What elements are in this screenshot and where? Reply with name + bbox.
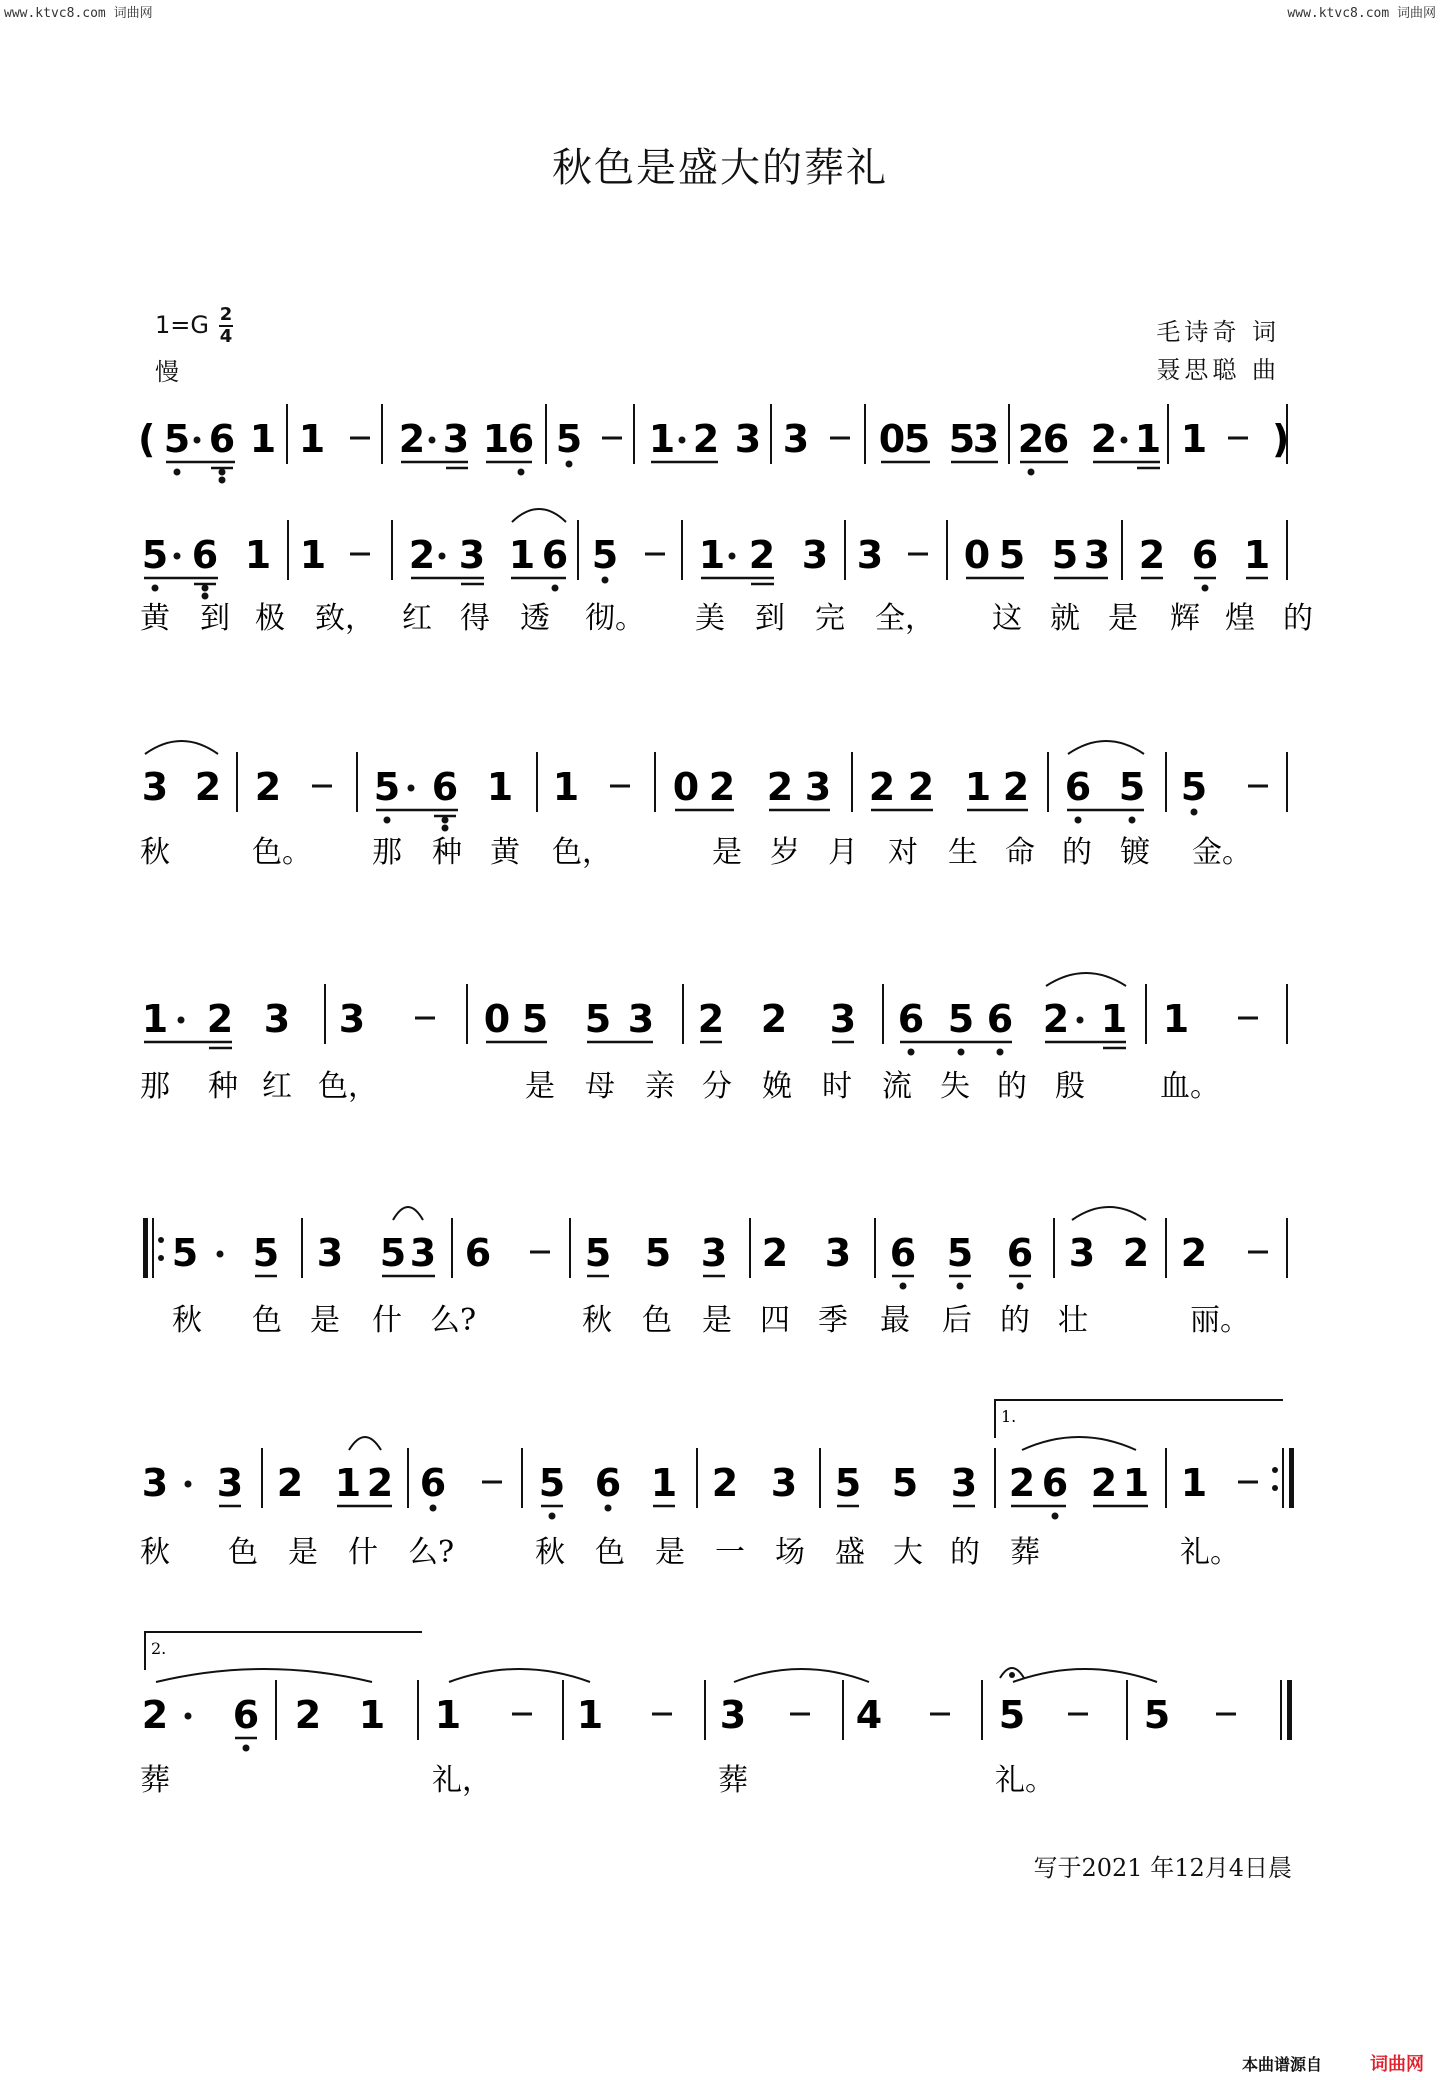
note: 2	[398, 417, 426, 461]
note: 2	[141, 1693, 169, 1737]
note: 3	[316, 1231, 344, 1275]
note: 3	[950, 1461, 978, 1505]
lyric-syllable: 那	[140, 1069, 170, 1104]
lyric-syllable: 丽。	[1190, 1303, 1250, 1338]
lyric-syllable: 种	[432, 835, 462, 870]
repeat-start-thick	[143, 1218, 148, 1278]
slur	[145, 741, 218, 754]
note: 5	[521, 997, 549, 1041]
note: 1	[1134, 417, 1162, 461]
lyric-syllable: 是	[525, 1069, 555, 1104]
low-octave-dot	[1028, 469, 1035, 476]
lyric-syllable: 殷	[1055, 1069, 1085, 1104]
lyric-syllable: 色	[228, 1535, 258, 1570]
lyric-syllable: 时	[822, 1069, 852, 1104]
note: 3	[458, 533, 486, 577]
lyric-syllable: 是	[288, 1535, 318, 1570]
repeat-dot	[158, 1255, 164, 1261]
note: 2	[692, 417, 720, 461]
note: 0	[878, 417, 906, 461]
note: 1	[334, 1461, 362, 1505]
low-octave-dot	[908, 1049, 915, 1056]
note: 5	[834, 1461, 862, 1505]
note: 3	[442, 417, 470, 461]
low-octave-dot	[202, 593, 209, 600]
note: 2	[1122, 1231, 1150, 1275]
lyric-syllable: 秋	[140, 1535, 170, 1570]
slur	[512, 509, 566, 522]
volta-number: 1.	[1001, 1407, 1017, 1426]
lyric-syllable: 就	[1050, 601, 1080, 636]
note: 1	[486, 765, 514, 809]
slur	[734, 1669, 869, 1682]
note: 6	[897, 997, 925, 1041]
lyric-syllable: 礼。	[1180, 1535, 1240, 1570]
note: 2	[711, 1461, 739, 1505]
note: 3	[804, 765, 832, 809]
note: 3	[409, 1231, 437, 1275]
watermark-left: www.ktvc8.com 词曲网	[4, 6, 153, 21]
lyric-syllable: 色，	[552, 835, 612, 870]
repeat-dot	[1272, 1467, 1278, 1473]
note: 6	[191, 533, 219, 577]
low-octave-dot	[549, 1513, 556, 1520]
lyric-syllable: 色，	[318, 1069, 378, 1104]
key-text: 1=G	[155, 311, 209, 339]
note: 5	[584, 1231, 612, 1275]
low-octave-dot	[900, 1283, 907, 1290]
note: 5	[591, 533, 619, 577]
lyric-syllable: 极	[255, 601, 285, 636]
slur	[1046, 973, 1126, 986]
note: 3	[782, 417, 810, 461]
note: 3	[972, 417, 1000, 461]
note: 2	[366, 1461, 394, 1505]
final-barline-thick	[1287, 1680, 1292, 1740]
note: 3	[216, 1461, 244, 1505]
lyric-syllable: 红	[402, 601, 432, 636]
lyric-syllable: 色	[642, 1303, 672, 1338]
lyric-syllable: 秋	[535, 1535, 565, 1570]
lyric-syllable: 对	[888, 835, 918, 870]
note: 6	[208, 417, 236, 461]
note: 5	[555, 417, 583, 461]
time-top: 2	[219, 304, 233, 325]
dot	[1121, 437, 1128, 444]
note: 3	[338, 997, 366, 1041]
note: 1	[1162, 997, 1190, 1041]
note: 5	[946, 1231, 974, 1275]
lyric-syllable: 致，	[315, 601, 375, 636]
composer-credit: 聂思聪 曲	[1156, 356, 1280, 384]
note: 6	[1064, 765, 1092, 809]
lyric-syllable: 岁	[770, 835, 800, 870]
note: 1	[552, 765, 580, 809]
note: 1	[964, 765, 992, 809]
note: 5	[644, 1231, 672, 1275]
slur	[1022, 1437, 1136, 1450]
lyric-syllable: 后	[942, 1303, 972, 1338]
slur	[1068, 741, 1144, 754]
note: 0	[963, 533, 991, 577]
note: 6	[507, 417, 535, 461]
note: 2	[254, 765, 282, 809]
lyric-syllable: 到	[200, 601, 230, 636]
note: 1	[508, 533, 536, 577]
note: 1	[698, 533, 726, 577]
low-octave-dot	[957, 1283, 964, 1290]
note: 5	[998, 1693, 1026, 1737]
low-octave-dot	[152, 585, 159, 592]
lyric-syllable: 是	[1108, 601, 1138, 636]
note: 4	[855, 1693, 883, 1737]
note: 5	[538, 1461, 566, 1505]
note: 5	[252, 1231, 280, 1275]
note: 2	[194, 765, 222, 809]
lyric-syllable: 礼。	[995, 1763, 1055, 1798]
lyric-syllable: 的	[950, 1535, 980, 1570]
close-paren: )	[1272, 417, 1290, 461]
lyric-syllable: 秋	[140, 835, 170, 870]
lyric-syllable: 场	[775, 1535, 805, 1570]
song-title: 秋色是盛大的葬礼	[552, 145, 888, 191]
lyric-syllable: 是	[702, 1303, 732, 1338]
lyric-syllable: 透	[520, 601, 550, 636]
low-octave-dot	[1191, 809, 1198, 816]
low-octave-dot	[1129, 817, 1136, 824]
lyric-syllable: 色	[595, 1535, 625, 1570]
watermark-right: www.ktvc8.com 词曲网	[1287, 6, 1436, 21]
note: 6	[1042, 417, 1070, 461]
dot	[174, 553, 181, 560]
low-octave-dot	[1052, 1513, 1059, 1520]
note: 3	[141, 765, 169, 809]
fermata-dot	[1009, 1672, 1015, 1678]
low-octave-dot	[384, 817, 391, 824]
note: 1	[650, 1461, 678, 1505]
lyric-syllable: 失	[940, 1069, 970, 1104]
lyric-syllable: 流	[882, 1069, 912, 1104]
note: 2	[1138, 533, 1166, 577]
note: 2	[206, 997, 234, 1041]
lyric-syllable: 葬	[718, 1763, 748, 1798]
note: 0	[672, 765, 700, 809]
lyric-syllable: 什	[348, 1535, 378, 1570]
note: 1	[1243, 533, 1271, 577]
slur	[449, 1669, 590, 1682]
note: 5	[903, 417, 931, 461]
low-octave-dot	[243, 1745, 250, 1752]
note: 1	[1180, 417, 1208, 461]
source-label: 本曲谱源自	[1241, 2055, 1322, 2074]
note: 1	[358, 1693, 386, 1737]
slur	[393, 1207, 423, 1220]
note: 5	[891, 1461, 919, 1505]
dot	[185, 1481, 192, 1488]
lyric-syllable: 季	[818, 1303, 848, 1338]
repeat-dot	[1272, 1485, 1278, 1491]
dot	[1077, 1017, 1084, 1024]
note: 5	[141, 533, 169, 577]
low-octave-dot	[566, 461, 573, 468]
low-octave-dot	[958, 1049, 965, 1056]
lyric-syllable: 大	[893, 1535, 923, 1570]
repeat-end-thick	[1289, 1448, 1294, 1508]
time-bottom: 4	[219, 326, 233, 347]
note: 1	[1100, 997, 1128, 1041]
note: 2	[1017, 417, 1045, 461]
lyric-syllable: 葬	[1010, 1535, 1040, 1570]
low-octave-dot	[219, 477, 226, 484]
lyric-syllable: 这	[992, 601, 1022, 636]
low-octave-dot	[219, 469, 226, 476]
lyric-syllable: 美	[695, 601, 725, 636]
note: 5	[1143, 1693, 1171, 1737]
note: 1	[298, 417, 326, 461]
note: 6	[419, 1461, 447, 1505]
note: 5	[998, 533, 1026, 577]
note: 2	[748, 533, 776, 577]
low-octave-dot	[174, 469, 181, 476]
note: 1	[1122, 1461, 1150, 1505]
dot	[178, 1017, 185, 1024]
lyric-syllable: 命	[1005, 835, 1035, 870]
note: 3	[1068, 1231, 1096, 1275]
lyric-syllable: 礼，	[432, 1763, 492, 1798]
note: 5	[948, 417, 976, 461]
lyric-syllable: 亲	[645, 1069, 675, 1104]
low-octave-dot	[1017, 1283, 1024, 1290]
lyric-syllable: 红	[262, 1069, 292, 1104]
lyric-syllable: 煌	[1225, 601, 1255, 636]
note: 3	[700, 1231, 728, 1275]
note: 3	[829, 997, 857, 1041]
note: 2	[1042, 997, 1070, 1041]
lyric-syllable: 是	[310, 1303, 340, 1338]
note: 6	[464, 1231, 492, 1275]
lyric-syllable: 盛	[835, 1535, 865, 1570]
note: 5	[584, 997, 612, 1041]
note: 3	[801, 533, 829, 577]
note: 2	[907, 765, 935, 809]
note: 5	[163, 417, 191, 461]
note: 0	[483, 997, 511, 1041]
lyricist-credit: 毛诗奇 词	[1156, 318, 1280, 346]
volta-bracket	[145, 1632, 422, 1670]
lyric-syllable: 一	[715, 1535, 745, 1570]
note: 2	[1008, 1461, 1036, 1505]
site-logo: 词曲网	[1370, 2054, 1424, 2075]
note: 2	[766, 765, 794, 809]
low-octave-dot	[1202, 585, 1209, 592]
note: 3	[263, 997, 291, 1041]
lyric-syllable: 是	[712, 835, 742, 870]
lyric-syllable: 全，	[875, 601, 935, 636]
slur	[1013, 1669, 1157, 1682]
note: 5	[1118, 765, 1146, 809]
low-octave-dot	[202, 585, 209, 592]
lyric-syllable: 辉	[1170, 601, 1200, 636]
volta-bracket	[995, 1400, 1283, 1438]
note: 5	[1051, 533, 1079, 577]
volta-number: 2.	[151, 1639, 167, 1658]
lyric-syllable: 的	[1062, 835, 1092, 870]
lyric-syllable: 生	[948, 835, 978, 870]
note: 3	[824, 1231, 852, 1275]
lyric-syllable: 种	[208, 1069, 238, 1104]
note: 1	[434, 1693, 462, 1737]
lyric-syllable: 黄	[490, 835, 520, 870]
note: 1	[244, 533, 272, 577]
dot	[217, 1251, 224, 1258]
lyric-syllable: 秋	[172, 1303, 202, 1338]
note: 6	[889, 1231, 917, 1275]
note: 2	[1090, 417, 1118, 461]
note: 2	[760, 997, 788, 1041]
note: 1	[482, 417, 510, 461]
lyric-syllable: 葬	[140, 1763, 170, 1798]
lyric-syllable: 分	[702, 1069, 732, 1104]
note: 1	[141, 997, 169, 1041]
dot	[729, 553, 736, 560]
lyric-syllable: 的	[1283, 601, 1313, 636]
lyric-syllable: 血。	[1160, 1069, 1220, 1104]
note: 6	[1041, 1461, 1069, 1505]
note: 3	[770, 1461, 798, 1505]
dot	[408, 785, 415, 792]
note: 6	[232, 1693, 260, 1737]
dot	[185, 1713, 192, 1720]
slur	[349, 1437, 381, 1450]
note: 1	[648, 417, 676, 461]
lyric-syllable: 最	[880, 1303, 910, 1338]
note: 6	[1191, 533, 1219, 577]
note: 2	[276, 1461, 304, 1505]
note: 2	[408, 533, 436, 577]
note: 3	[141, 1461, 169, 1505]
lyric-syllable: 那	[372, 835, 402, 870]
low-octave-dot	[442, 825, 449, 832]
low-octave-dot	[430, 1505, 437, 1512]
note: 2	[868, 765, 896, 809]
note: 3	[734, 417, 762, 461]
note: 2	[697, 997, 725, 1041]
lyric-syllable: 什	[372, 1303, 402, 1338]
low-octave-dot	[552, 585, 559, 592]
low-octave-dot	[602, 577, 609, 584]
note: 2	[1002, 765, 1030, 809]
note: 1	[1180, 1461, 1208, 1505]
dot	[194, 437, 201, 444]
note: 3	[627, 997, 655, 1041]
note: 6	[986, 997, 1014, 1041]
lyric-syllable: 完	[815, 601, 845, 636]
note: 1	[299, 533, 327, 577]
note: 5	[379, 1231, 407, 1275]
lyric-syllable: 金。	[1192, 835, 1252, 870]
lyric-syllable: 娩	[762, 1069, 792, 1104]
note: 5	[947, 997, 975, 1041]
note: 1	[576, 1693, 604, 1737]
lyric-syllable: 么?	[408, 1535, 455, 1570]
note: 5	[1180, 765, 1208, 809]
lyric-syllable: 色。	[252, 835, 312, 870]
lyric-syllable: 得	[460, 601, 490, 636]
dot	[439, 553, 446, 560]
lyric-syllable: 母	[585, 1069, 615, 1104]
dot	[429, 437, 436, 444]
note: 6	[594, 1461, 622, 1505]
lyric-syllable: 彻。	[585, 601, 645, 636]
lyric-syllable: 的	[997, 1069, 1027, 1104]
lyric-syllable: 秋	[582, 1303, 612, 1338]
note: 6	[1006, 1231, 1034, 1275]
lyric-syllable: 色	[252, 1303, 282, 1338]
repeat-dot	[158, 1237, 164, 1243]
tempo-marking: 慢	[155, 358, 179, 386]
slur	[156, 1669, 372, 1682]
note: 5	[373, 765, 401, 809]
open-paren: (	[138, 417, 156, 461]
note: 1	[249, 417, 277, 461]
lyric-syllable: 是	[655, 1535, 685, 1570]
lyric-syllable: 壮	[1058, 1303, 1088, 1338]
dot	[679, 437, 686, 444]
low-octave-dot	[518, 469, 525, 476]
note: 2	[1180, 1231, 1208, 1275]
low-octave-dot	[1075, 817, 1082, 824]
note: 2	[294, 1693, 322, 1737]
lyric-syllable: 黄	[140, 601, 170, 636]
low-octave-dot	[605, 1505, 612, 1512]
note: 3	[856, 533, 884, 577]
lyric-syllable: 镀	[1120, 835, 1150, 870]
lyric-syllable: 的	[1000, 1303, 1030, 1338]
lyric-syllable: 么?	[430, 1303, 477, 1338]
composition-date: 写于2021 年12月4日晨	[1033, 1854, 1292, 1882]
lyric-syllable: 四	[760, 1303, 790, 1338]
low-octave-dot	[442, 817, 449, 824]
note: 6	[431, 765, 459, 809]
note: 3	[719, 1693, 747, 1737]
slur	[1072, 1207, 1146, 1220]
note: 5	[171, 1231, 199, 1275]
note: 2	[1090, 1461, 1118, 1505]
lyric-syllable: 到	[755, 601, 785, 636]
note: 3	[1083, 533, 1111, 577]
low-octave-dot	[997, 1049, 1004, 1056]
note: 2	[708, 765, 736, 809]
lyric-syllable: 月	[828, 835, 858, 870]
note: 6	[541, 533, 569, 577]
note: 2	[761, 1231, 789, 1275]
